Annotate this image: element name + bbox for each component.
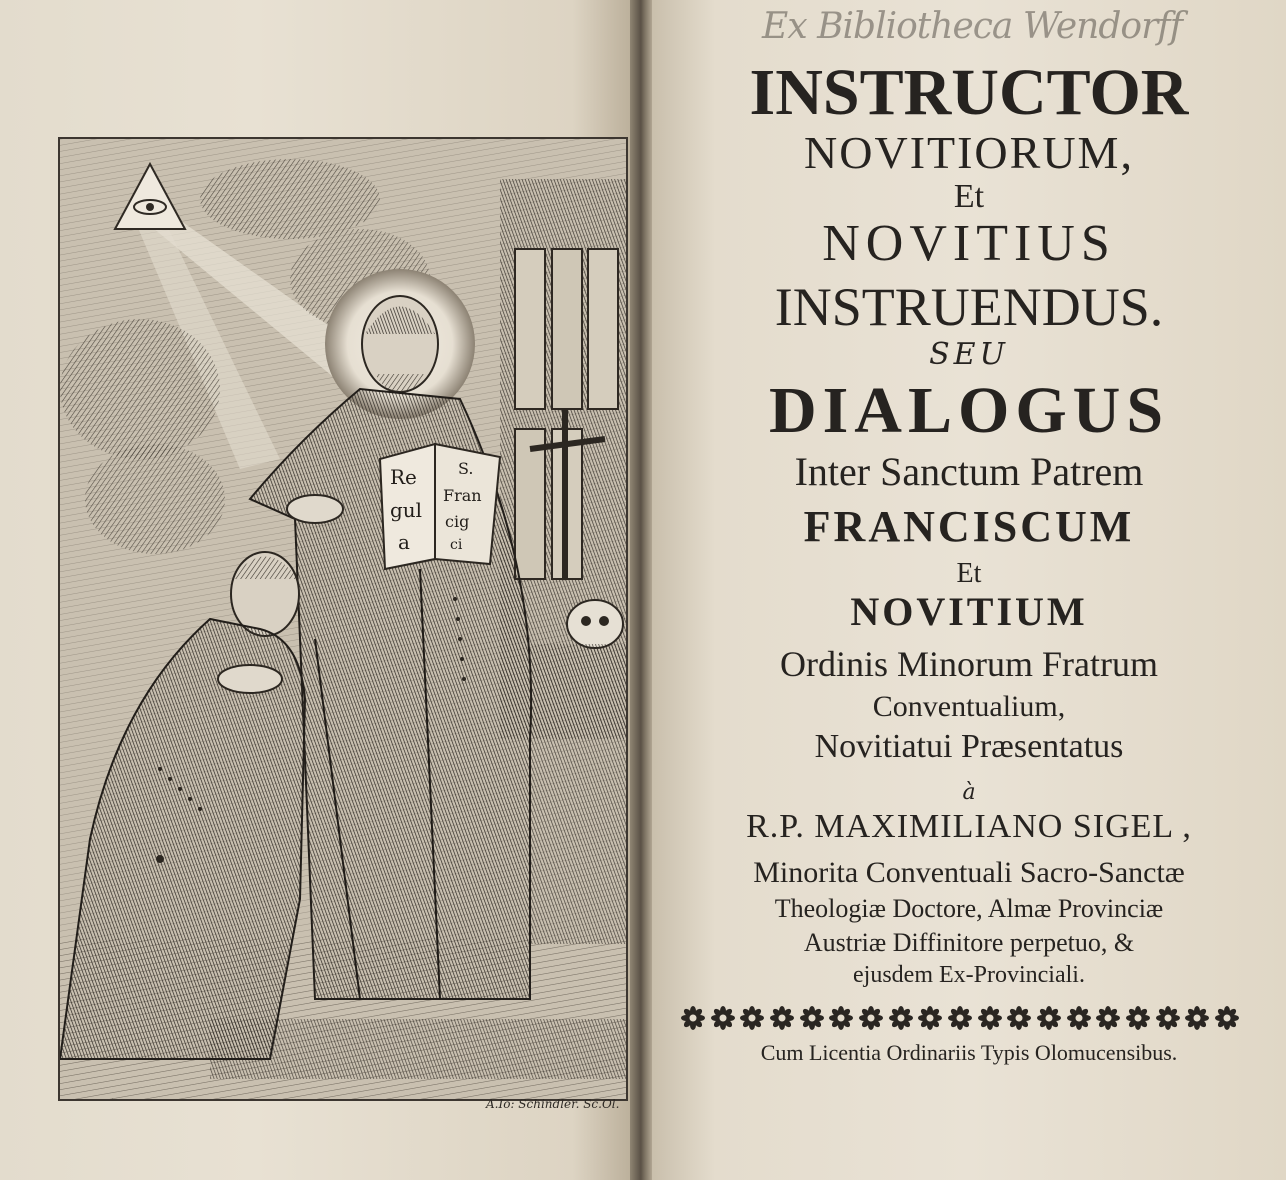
skull-icon (567, 600, 623, 648)
fleuron-icon (1155, 1005, 1181, 1031)
fleuron-icon (1006, 1005, 1032, 1031)
title-line-a: à (962, 780, 976, 805)
book-label-re: Re (390, 465, 417, 489)
fleuron-icon (1066, 1005, 1092, 1031)
fleuron-icon (947, 1005, 973, 1031)
title-line-conventualium: Conventualium, (872, 690, 1066, 723)
fleuron-icon (1095, 1005, 1121, 1031)
fleuron-icon (739, 1005, 765, 1031)
fleuron-icon (1036, 1005, 1062, 1031)
fleuron-icon (799, 1005, 825, 1031)
fleuron-icon (710, 1005, 736, 1031)
title-line-novitiorum: NOVITIORUM, (804, 127, 1134, 178)
title-line-seu: SEU (929, 337, 1009, 372)
book-label-s: S. (458, 459, 474, 478)
fleuron-icon (858, 1005, 884, 1031)
author-line: R.P. MAXIMILIANO SIGEL , (746, 808, 1192, 845)
author-title-line-3: Austriæ Diffinitore perpetuo, & (803, 928, 1135, 957)
book-label-ci: ci (450, 537, 463, 553)
fleuron-icon (680, 1005, 706, 1031)
book-label-fran: Fran (443, 486, 482, 505)
author-title-line-2: Theologiæ Doctore, Almæ Provinciæ (774, 894, 1164, 923)
title-line-dialogus: DIALOGUS (768, 374, 1170, 447)
book-gutter (630, 0, 654, 1180)
open-book-illustration (380, 444, 500, 569)
title-line-franciscum: FRANCISCUM (803, 502, 1135, 551)
title-line-et-2: Et (956, 558, 982, 589)
title-line-novitius: NOVITIUS (822, 215, 1116, 272)
title-line-novitiatui-praesentatus: Novitiatui Præsentatus (814, 728, 1124, 765)
title-page (652, 0, 1286, 1180)
imprint-line: Cum Licentia Ordinariis Typis Olomucensibus. (760, 1040, 1178, 1065)
fleuron-icon (828, 1005, 854, 1031)
printers-ornament-row (680, 1004, 1240, 1032)
fleuron-icon (1184, 1005, 1210, 1031)
title-line-ordinis-minorum-fratrum: Ordinis Minorum Fratrum (780, 644, 1158, 684)
fleuron-icon (917, 1005, 943, 1031)
engraver-signature: A.Io: Schindler. Sc.Ol. (486, 1097, 620, 1111)
book-label-cig: cig (445, 512, 470, 531)
title-line-novitium: NOVITIUM (850, 589, 1088, 634)
fleuron-icon (888, 1005, 914, 1031)
book-label-a: a (398, 530, 410, 554)
title-line-inter-sanctum-patrem: Inter Sanctum Patrem (794, 449, 1144, 494)
fleuron-icon (1125, 1005, 1151, 1031)
title-line-et-1: Et (953, 178, 985, 215)
book-label-gul: gul (390, 498, 423, 522)
fleuron-icon (977, 1005, 1003, 1031)
fleuron-icon (1214, 1005, 1240, 1031)
author-title-line-4: ejusdem Ex-Provinciali. (853, 962, 1085, 988)
engraving-illustration (60, 139, 626, 1099)
title-line-instructor: INSTRUCTOR (749, 56, 1189, 129)
ownership-inscription: Ex Bibliotheca Wendorff (762, 6, 1182, 47)
frontispiece-page (0, 0, 636, 1180)
title-line-instruendus: INSTRUENDUS. (774, 277, 1164, 337)
frontispiece-engraving (58, 137, 628, 1101)
author-title-line-1: Minorita Conventuali Sacro-Sanctæ (753, 856, 1185, 889)
fleuron-icon (769, 1005, 795, 1031)
